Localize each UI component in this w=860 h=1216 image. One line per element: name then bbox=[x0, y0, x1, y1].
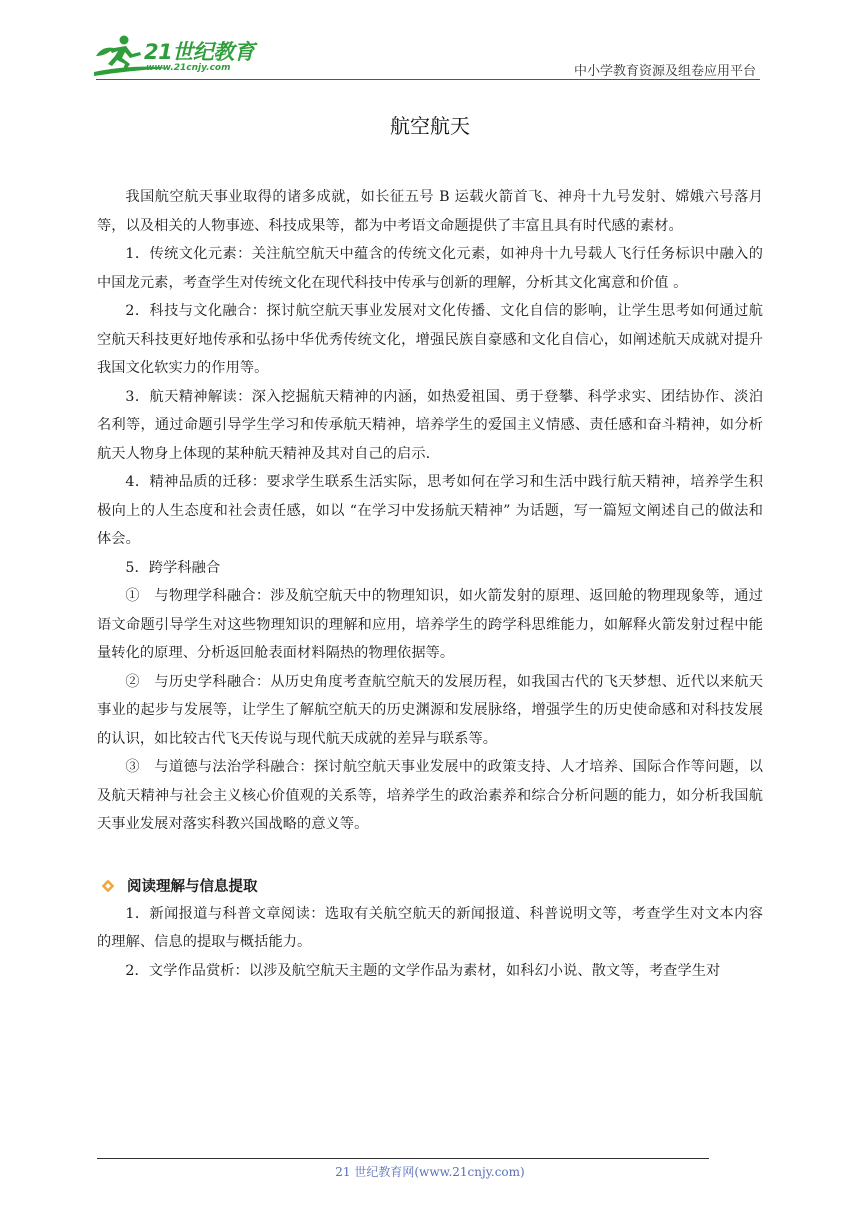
section-heading bbox=[97, 872, 763, 900]
footer-divider bbox=[97, 1158, 709, 1159]
point-4: 4．精神品质的迁移：要求学生联系生活实际，思考如何在学习和生活中践行航天精神，培养学生积极向上的人生态度和社会责任感，如以 “在学习中发扬航天精神” 为话题，写一篇短文阐述自己的做法和体会。 bbox=[97, 474, 763, 547]
subpoint-physics: ① 与物理学科融合：涉及航空航天中的物理知识，如火箭发射的原理、返回舱的物理现象等，通过语文命题引导学生对这些物理知识的理解和应用，培养学生的跨学科思维能力，如解释火箭发射过程中能量转化的原理、分析返回舱表面材料隔热的物理依据等。 bbox=[97, 588, 763, 661]
subpoint-history: ② 与历史学科融合：从历史角度考查航空航天的发展历程，如我国古代的飞天梦想、近代以来航天事业的起步与发展等，让学生了解航空航天的历史渊源和发展脉络，增强学生的历史使命感和对科技发展的认识，如比较古代飞天传说与现代航天成就的差异与联系等。 bbox=[97, 673, 763, 747]
site-logo[interactable] bbox=[92, 34, 262, 78]
logo-url: www.21cnjy.com bbox=[146, 63, 231, 73]
footer-link[interactable]: 21 世纪教育网(www.21cnjy.com) bbox=[335, 1165, 525, 1179]
intro-paragraph: 我国航空航天事业取得的诸多成就，如长征五号 B 运载火箭首飞、神舟十九号发射、嫦娥六号落月等，以及相关的人物事迹、科技成果等，都为中考语文命题提供了丰富且具有时代感的素材。 bbox=[97, 189, 763, 234]
header-divider bbox=[96, 79, 760, 80]
logo-text: 21世纪教育 bbox=[144, 40, 255, 64]
document-body bbox=[97, 183, 763, 985]
point-3: 3．航天精神解读：深入挖掘航天精神的内涵，如热爱祖国、勇于登攀、科学求实、团结协作、淡泊名利等，通过命题引导学生学习和传承航天精神，培养学生的爱国主义情感、责任感和奋斗精神，如分析航天人物身上体现的某种航天精神及其对自己的启示. bbox=[97, 388, 763, 462]
point-1: 1．传统文化元素：关注航空航天中蕴含的传统文化元素，如神舟十九号载人飞行任务标识中融入的中国龙元素，考查学生对传统文化在现代科技中传承与创新的理解，分析其文化寓意和价值 。 bbox=[97, 246, 763, 291]
point-5: 5．跨学科融合 bbox=[125, 559, 221, 576]
section-title: 阅读理解与信息提取 bbox=[127, 879, 258, 895]
point-2: 2．科技与文化融合：探讨航空航天事业发展对文化传播、文化自信的影响，让学生思考如何通过航空航天科技更好地传承和弘扬中华优秀传统文化，增强民族自豪感和文化自信心，如阐述航天成就对提升我国文化软实力的作用等。 bbox=[97, 303, 763, 376]
platform-name: 中小学教育资源及组卷应用平台 bbox=[573, 64, 756, 79]
page-header bbox=[0, 0, 860, 90]
subpoint-ethics: ③ 与道德与法治学科融合：探讨航空航天事业发展中的政策支持、人才培养、国际合作等问题，以及航天精神与社会主义核心价值观的关系等，培养学生的政治素养和综合分析问题的能力，如分析我国航天事业发展对落实科教兴国战略的意义等。 bbox=[97, 759, 763, 832]
diamond-bullet-icon bbox=[101, 879, 115, 893]
section-item-2: 2．文学作品赏析：以涉及航空航天主题的文学作品为素材，如科幻小说、散文等，考查学生对 bbox=[125, 962, 721, 979]
section-item-1: 1．新闻报道与科普文章阅读：选取有关航空航天的新闻报道、科普说明文等，考查学生对文本内容的理解、信息的提取与概括能力。 bbox=[97, 905, 763, 950]
page-title: 航空航天 bbox=[390, 114, 470, 138]
